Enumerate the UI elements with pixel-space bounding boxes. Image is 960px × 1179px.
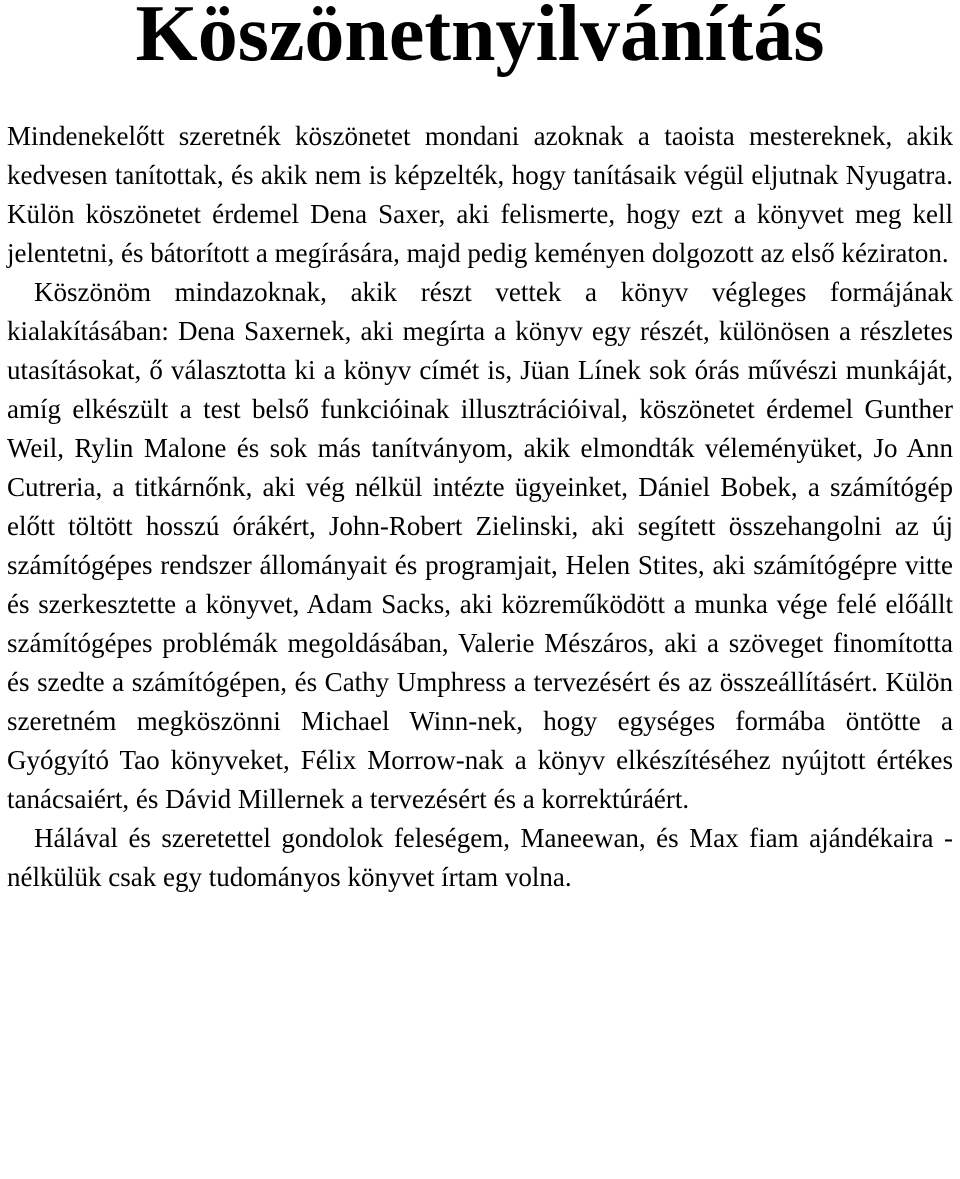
paragraph-thanks: Köszönöm mindazoknak, akik részt vettek a könyv végleges formájának kialakításában: Dena Saxernek, aki megírta a könyv egy részét, különösen a részletes utasításokat, ő választotta ki a könyv címét is, Jüan Línek sok órás művészi munkáját, amíg elkészült a test belső funkcióinak illusztrációival, köszönetet érdemel Gunther Weil, Rylin Malone és sok más tanítványom, akik elmondták véleményüket, Jo Ann Cutreria, a titkárnőnk, aki vég nélkül intézte ügyeinket, Dániel Bobek, a számítógép előtt töltött hosszú órákért, John-Robert Zielinski, aki segített összehangolni az új számítógépes rendszer állományait és programjait, Helen Stites, aki számítógépre vitte és szerkesztette a könyvet, Adam Sacks, aki közreműködött a munka vége felé előállt számítógépes problémák megoldásában, Valerie Mészáros, aki a szöveget finomította és szedte a számítógépen, és Cathy Umphress a tervezésért és az összeállításért. Külön szeretném megköszönni Michael Winn-nek, hogy egységes formába öntötte a Gyógyító Tao könyveket, Félix Morrow-nak a könyv elkészítéséhez nyújtott értékes tanácsaiért, és Dávid Millernek a tervezésért és a korrektúráért.: [7, 277, 953, 814]
paragraph-intro: Mindenekelőtt szeretnék köszönetet mondani azoknak a taoista mestereknek, akik kedvesen tanítottak, és akik nem is képzelték, hogy tanításaik végül eljutnak Nyugatra. Külön köszönetet érdemel Dena Saxer, aki felismerte, hogy ezt a könyvet meg kell jelentetni, és bátorított a megírására, majd pedig keményen dolgozott az első kéziraton.: [7, 121, 953, 268]
document-body: [7, 117, 953, 897]
paragraph-family: Hálával és szeretettel gondolok feleségem, Maneewan, és Max fiam ajándékaira - nélkülük csak egy tudományos könyvet írtam volna.: [7, 823, 953, 892]
page-title: Köszönetnyilvánítás: [135, 0, 825, 78]
